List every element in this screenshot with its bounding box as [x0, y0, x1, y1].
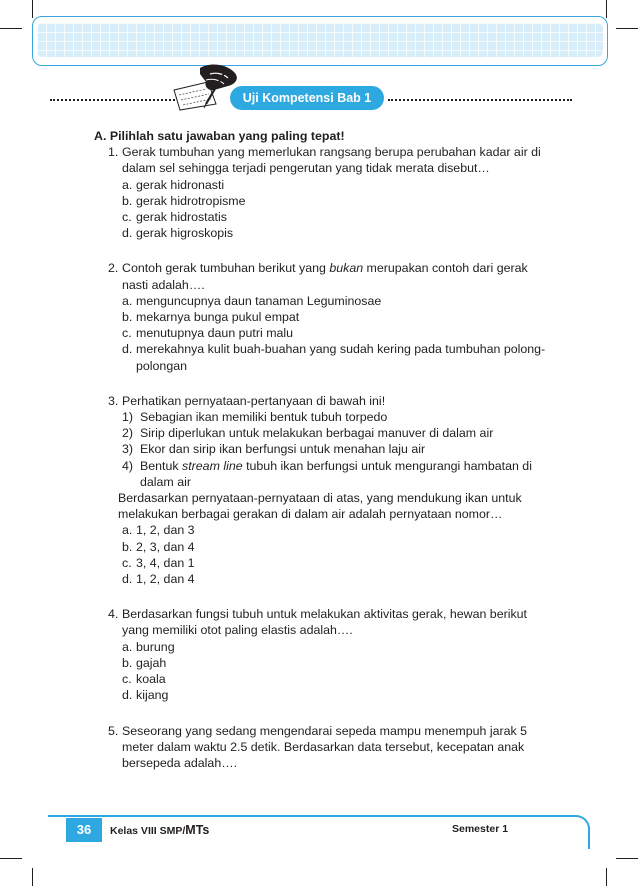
- option-letter: c.: [122, 672, 132, 687]
- crop-mark: [616, 858, 638, 859]
- option-letter: b.: [122, 310, 133, 325]
- question-5: [94, 723, 554, 772]
- footer-class-text: Kelas VIII SMP/: [110, 825, 186, 837]
- option-text: burung: [136, 639, 175, 654]
- statement-text: Sirip diperlukan untuk melakukan berbagai manuver di dalam air: [140, 426, 494, 441]
- crop-mark: [32, 0, 33, 18]
- option-text: 1, 2, dan 3: [136, 523, 195, 538]
- crop-mark: [606, 868, 607, 886]
- statement-number: 3): [122, 442, 134, 457]
- question-content: [94, 128, 554, 771]
- question-number: 2.: [108, 261, 119, 276]
- option-item: [122, 177, 554, 193]
- statement-text: Ekor dan sirip ikan berfungsi untuk menahan laju air: [140, 442, 426, 457]
- option-text: kijang: [136, 688, 169, 703]
- question-1: [94, 144, 554, 241]
- option-letter: a.: [122, 639, 133, 654]
- option-item: [122, 522, 554, 538]
- footer-class-suffix: MTs: [185, 823, 210, 837]
- option-text: gerak hidrostatis: [136, 210, 227, 225]
- option-letter: b.: [122, 193, 133, 208]
- option-text: 2, 3, dan 4: [136, 539, 195, 554]
- option-letter: d.: [122, 688, 133, 703]
- crop-mark: [606, 0, 607, 18]
- question-text-post: merupakan contoh dari gerak nasti adalah….: [122, 261, 528, 292]
- option-letter: a.: [122, 293, 133, 308]
- header-band: [32, 16, 608, 66]
- option-letter: a.: [122, 177, 133, 192]
- page-number: 36: [66, 818, 102, 842]
- question-text: Gerak tumbuhan yang memerlukan rangsang berupa perubahan kadar air di dalam sel sehingga terjadi pengerutan yang tidak merata disebut…: [122, 145, 541, 176]
- statement-item: [122, 458, 554, 490]
- crop-mark: [0, 858, 22, 859]
- question-3: [94, 393, 554, 587]
- question-text: Seseorang yang sedang mengendarai sepeda mampu menempuh jarak 5 meter dalam waktu 2.5 detik. Berdasarkan data tersebut, kecepatan anak bersepeda adalah….: [122, 723, 528, 770]
- question-text: Perhatikan pernyataan-pertanyaan di bawah ini!: [122, 393, 386, 408]
- crop-mark: [0, 28, 22, 29]
- section-heading: A. Pilihlah satu jawaban yang paling tepat!: [94, 129, 345, 143]
- option-text: gajah: [136, 655, 167, 670]
- option-letter: c.: [122, 555, 132, 570]
- question-number: 4.: [108, 607, 119, 622]
- question-number: 5.: [108, 723, 119, 738]
- statement-number: 1): [122, 410, 134, 425]
- option-letter: d.: [122, 226, 133, 241]
- option-item: [122, 309, 554, 325]
- option-item: [122, 209, 554, 225]
- option-item: [122, 225, 554, 241]
- option-letter: c.: [122, 210, 132, 225]
- option-text: merekahnya kulit buah-buahan yang sudah kering pada tumbuhan polong-polongan: [136, 342, 546, 373]
- option-letter: d.: [122, 572, 133, 587]
- question-text-emphasis: bukan: [329, 261, 364, 276]
- option-text: gerak higroskopis: [136, 226, 234, 241]
- statement-text-emphasis: stream line: [182, 458, 243, 473]
- option-letter: b.: [122, 655, 133, 670]
- statement-text: Sebagian ikan memiliki bentuk tubuh torpedo: [140, 410, 388, 425]
- footer-semester: Semester 1: [452, 823, 509, 835]
- option-text: 1, 2, dan 4: [136, 572, 195, 587]
- crop-mark: [32, 868, 33, 886]
- option-item: [122, 555, 554, 571]
- option-item: [122, 325, 554, 341]
- option-text: menguncupnya daun tanaman Leguminosae: [136, 293, 382, 308]
- statement-item: [122, 441, 554, 457]
- option-item: [122, 293, 554, 309]
- statement-text-post: tubuh ikan berfungsi untuk mengurangi hambatan di dalam air: [140, 458, 532, 489]
- question-number: 3.: [108, 393, 119, 408]
- option-item: [122, 671, 554, 687]
- option-text: gerak hidrotropisme: [136, 193, 246, 208]
- option-text: menutupnya daun putri malu: [136, 326, 294, 341]
- option-item: [122, 687, 554, 703]
- option-text: mekarnya bunga pukul empat: [136, 310, 300, 325]
- option-text: 3, 4, dan 1: [136, 555, 195, 570]
- question-text-pre: Contoh gerak tumbuhan berikut yang: [122, 261, 330, 276]
- option-item: [122, 539, 554, 555]
- option-letter: a.: [122, 523, 133, 538]
- option-text: gerak hidronasti: [136, 177, 225, 192]
- statement-number: 2): [122, 426, 134, 441]
- option-letter: c.: [122, 326, 132, 341]
- chapter-badge: Uji Kompetensi Bab 1: [230, 86, 384, 110]
- option-item: [122, 655, 554, 671]
- option-letter: b.: [122, 539, 133, 554]
- option-item: [122, 639, 554, 655]
- option-text: koala: [136, 672, 166, 687]
- option-item: [122, 571, 554, 587]
- question-text: Berdasarkan fungsi tubuh untuk melakukan aktivitas gerak, hewan berikut yang memiliki otot paling elastis adalah….: [122, 607, 527, 638]
- statement-item: [122, 409, 554, 425]
- header-grid-pattern: [37, 23, 603, 57]
- statement-item: [122, 425, 554, 441]
- question-number: 1.: [108, 145, 119, 160]
- statement-number: 4): [122, 458, 134, 473]
- question-text: [122, 260, 554, 292]
- header-dotted-rule-right: [388, 99, 572, 101]
- question-2: [94, 260, 554, 373]
- crop-mark: [616, 28, 638, 29]
- statement-text-pre: Bentuk: [140, 458, 183, 473]
- option-item: [122, 193, 554, 209]
- question-4: [94, 606, 554, 703]
- footer-class-label: [110, 823, 209, 837]
- option-letter: d.: [122, 342, 133, 357]
- question-lead-text: Berdasarkan pernyataan-pernyataan di atas, yang mendukung ikan untuk melakukan berbagai gerakan di dalam air adalah pernyataan nomor…: [118, 491, 522, 522]
- option-item: [122, 341, 554, 373]
